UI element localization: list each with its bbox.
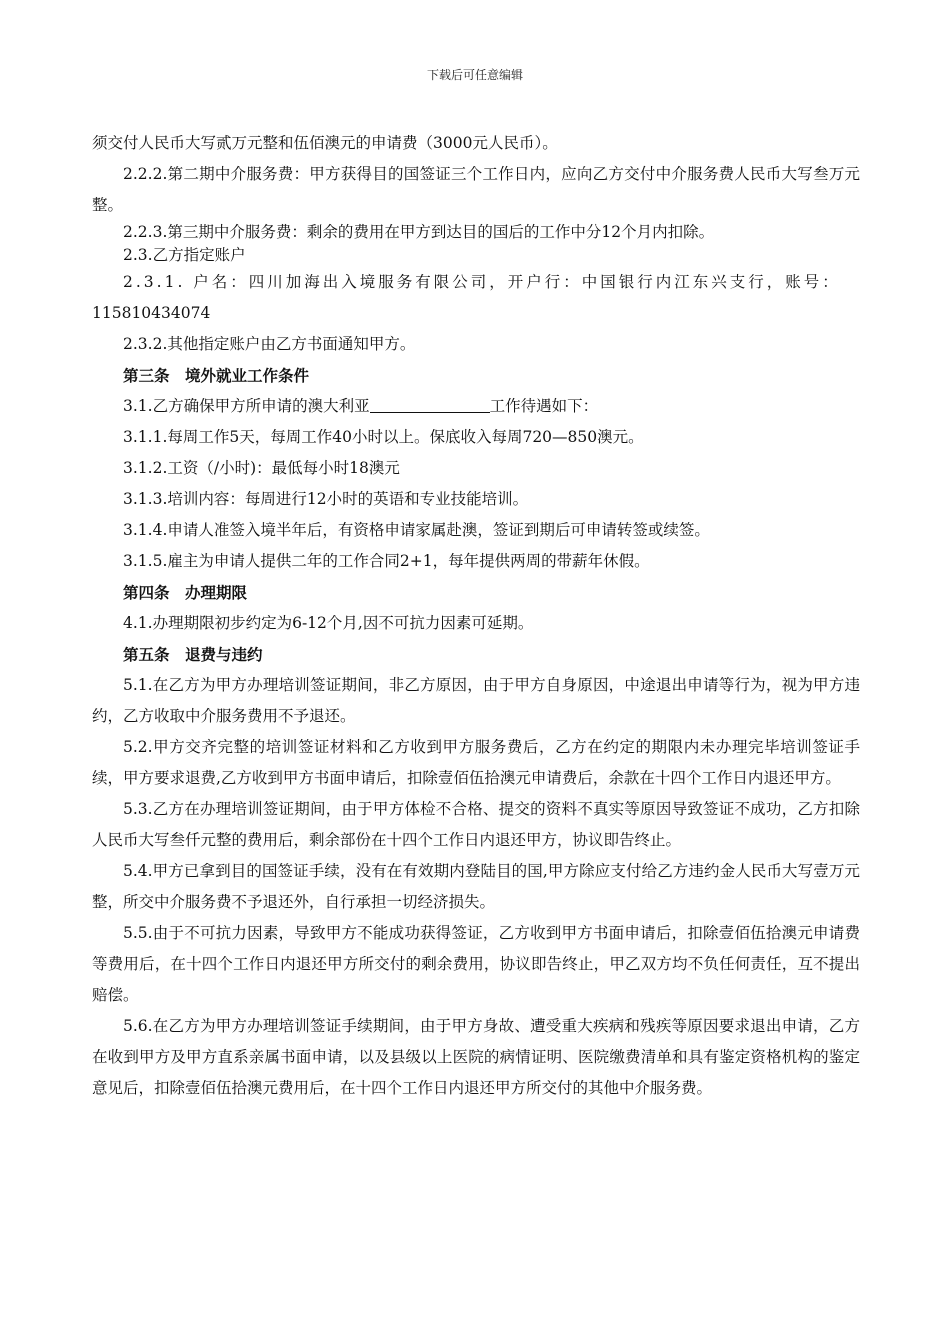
paragraph: 3.1.3.培训内容：每周进行12小时的英语和专业技能培训。 [123,490,529,508]
paragraph: 3.1.5.雇主为申请人提供二年的工作合同2+1，每年提供两周的带薪年休假。 [123,552,650,570]
paragraph [92,391,860,422]
paragraph: 5.2.甲方交齐完整的培训签证材料和乙方收到甲方服务费后，乙方在约定的期限内未办理完毕培训签证手续，甲方要求退费,乙方收到甲方书面申请后，扣除壹佰伍拾澳元申请费后，余款在十四个工作日内退还甲方。 [92,738,860,787]
account-info-text: 2.3.1. 户名：四川加海出入境服务有限公司，开户行：中国银行内江东兴支行，账号： [123,273,841,291]
paragraph: 3.1.4.申请人准签入境半年后，有资格申请家属赴澳，签证到期后可申请转签或续签。 [123,521,710,539]
page-header: 下载后可任意编辑 [426,68,523,82]
section-heading: 第三条 境外就业工作条件 [123,366,310,385]
paragraph: 3.1.1.每周工作5天，每周工作40小时以上。保底收入每周720—850澳元。 [123,428,644,446]
section-heading: 第五条 退费与违约 [123,645,263,664]
paragraph: 5.6.在乙方为甲方办理培训签证手续期间，由于甲方身故、遭受重大疾病和残疾等原因要求退出申请，乙方在收到甲方及甲方直系亲属书面申请，以及县级以上医院的病情证明、医院缴费清单和具有鉴定资格机构的鉴定意见后，扣除壹佰伍拾澳元费用后，在十四个工作日内退还甲方所交付的其他中介服务费。 [92,1017,860,1097]
paragraph: 5.4.甲方已拿到目的国签证手续，没有在有效期内登陆目的国,甲方除应支付给乙方违约金人民币大写壹万元整，所交中介服务费不予退还外，自行承担一切经济损失。 [92,862,860,911]
paragraph-text: 工作待遇如下： [489,397,599,415]
paragraph: 2.2.3.第三期中介服务费：剩余的费用在甲方到达目的国后的工作中分12个月内扣除。 [123,223,715,241]
paragraph: 3.1.2.工资（/小时)：最低每小时18澳元 [123,459,400,477]
paragraph: 4.1.办理期限初步约定为6-12个月,因不可抗力因素可延期。 [123,614,534,632]
document-body [92,128,860,1104]
paragraph: 须交付人民币大写贰万元整和伍佰澳元的申请费（3000元人民币）。 [92,134,558,152]
paragraph: 2.3.乙方指定账户 [123,246,246,264]
paragraph-text: 3.1.乙方确保甲方所申请的澳大利亚 [123,397,370,415]
paragraph: 5.5.由于不可抗力因素，导致甲方不能成功获得签证，乙方收到甲方书面申请后，扣除壹佰伍拾澳元申请费等费用后，在十四个工作日内退还甲方所交付的剩余费用，协议即告终止，甲乙双方均不负任何责任，互不提出赔偿。 [92,924,860,1004]
fill-in-blank [370,394,490,413]
section-heading: 第四条 办理期限 [123,583,248,602]
paragraph: 5.1.在乙方为甲方办理培训签证期间，非乙方原因，由于甲方自身原因，中途退出申请等行为，视为甲方违约，乙方收取中介服务费用不予退还。 [92,676,860,725]
account-number: 115810434074 [92,304,211,322]
paragraph [92,267,860,329]
paragraph: 5.3.乙方在办理培训签证期间，由于甲方体检不合格、提交的资料不真实等原因导致签证不成功，乙方扣除人民币大写叁仟元整的费用后，剩余部份在十四个工作日内退还甲方，协议即告终止。 [92,800,860,849]
paragraph: 2.3.2.其他指定账户由乙方书面通知甲方。 [123,335,416,353]
paragraph: 2.2.2.第二期中介服务费：甲方获得目的国签证三个工作日内，应向乙方交付中介服务费人民币大写叁万元整。 [92,165,860,214]
